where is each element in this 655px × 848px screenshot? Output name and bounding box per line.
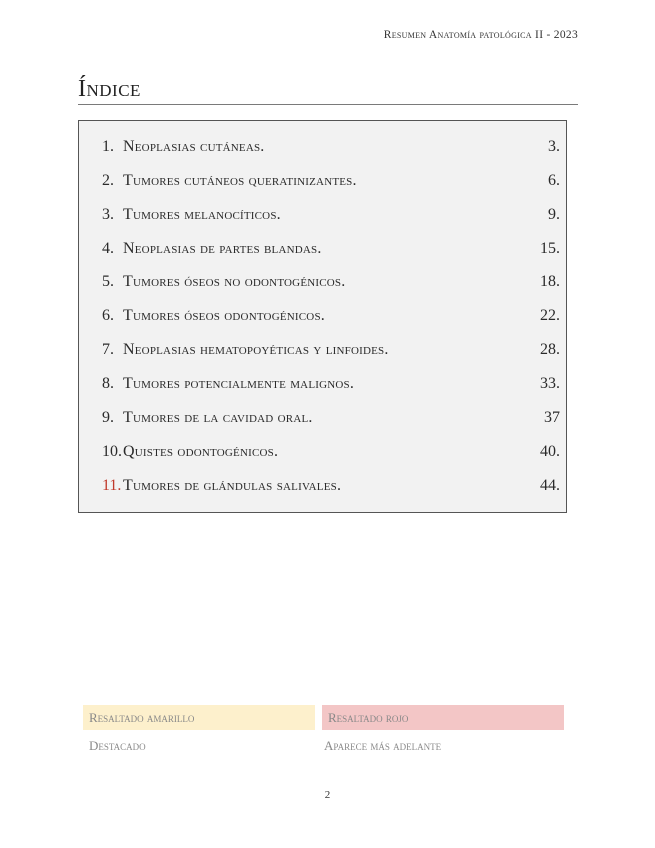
table-of-contents [78,120,567,513]
toc-item[interactable] [102,171,560,191]
toc-item[interactable] [102,442,560,462]
page-title: Índice [78,76,141,102]
running-header: Resumen Anatomía patológica II - 2023 [383,29,578,41]
legend-red-swatch [322,705,564,730]
title-divider [78,104,578,105]
toc-item-number: 8. [102,375,114,392]
toc-item[interactable] [102,340,560,360]
toc-item-title: Tumores melanocíticos. [123,206,281,223]
toc-item-page: 40. [540,443,560,460]
toc-item-number: 4. [102,240,114,257]
toc-item-title: Tumores óseos no odontogénicos. [123,273,346,290]
toc-item-page: 33. [540,375,560,392]
toc-item-title: Neoplasias cutáneas. [123,138,265,155]
toc-item-number: 9. [102,409,114,426]
toc-item-page: 44. [540,477,560,494]
toc-item-number: 5. [102,273,114,290]
toc-item-number: 1. [102,138,114,155]
toc-item[interactable] [102,306,560,326]
toc-item-page: 22. [540,307,560,324]
toc-item-page: 3. [548,138,560,155]
toc-item-page: 6. [548,172,560,189]
toc-item-number: 2. [102,172,114,189]
toc-item-number: 11. [102,477,122,494]
toc-item-title: Tumores potencialmente malignos. [123,375,355,392]
toc-item-number: 7. [102,341,114,358]
toc-item-page: 15. [540,240,560,257]
toc-item-title: Neoplasias de partes blandas. [123,240,322,257]
toc-item[interactable] [102,408,560,428]
toc-item[interactable] [102,476,560,496]
legend-yellow-swatch [83,705,315,730]
toc-item-title: Tumores óseos odontogénicos. [123,307,325,324]
toc-item-page: 18. [540,273,560,290]
page-number: 2 [324,789,331,801]
toc-item-title: Tumores de glándulas salivales. [123,477,342,494]
toc-item-number: 10. [102,443,122,460]
toc-item[interactable] [102,137,560,157]
toc-item-title: Quistes odontogénicos. [123,443,279,460]
legend-yellow-meaning: Destacado [89,738,146,753]
toc-item[interactable] [102,205,560,225]
toc-item-page: 9. [548,206,560,223]
legend-red-label: Resaltado rojo [328,709,409,725]
toc-item-title: Tumores de la cavidad oral. [123,409,313,426]
toc-item-number: 3. [102,206,114,223]
toc-item[interactable] [102,272,560,292]
toc-item[interactable] [102,374,560,394]
legend-yellow-label: Resaltado amarillo [89,709,195,725]
toc-item-page: 28. [540,341,560,358]
toc-item-title: Neoplasias hematopoyéticas y linfoides. [123,341,389,358]
toc-item-page: 37 [544,409,560,426]
legend-red-meaning: Aparece más adelante [324,738,442,753]
toc-item-title: Tumores cutáneos queratinizantes. [123,172,357,189]
toc-item[interactable] [102,239,560,259]
toc-item-number: 6. [102,307,114,324]
